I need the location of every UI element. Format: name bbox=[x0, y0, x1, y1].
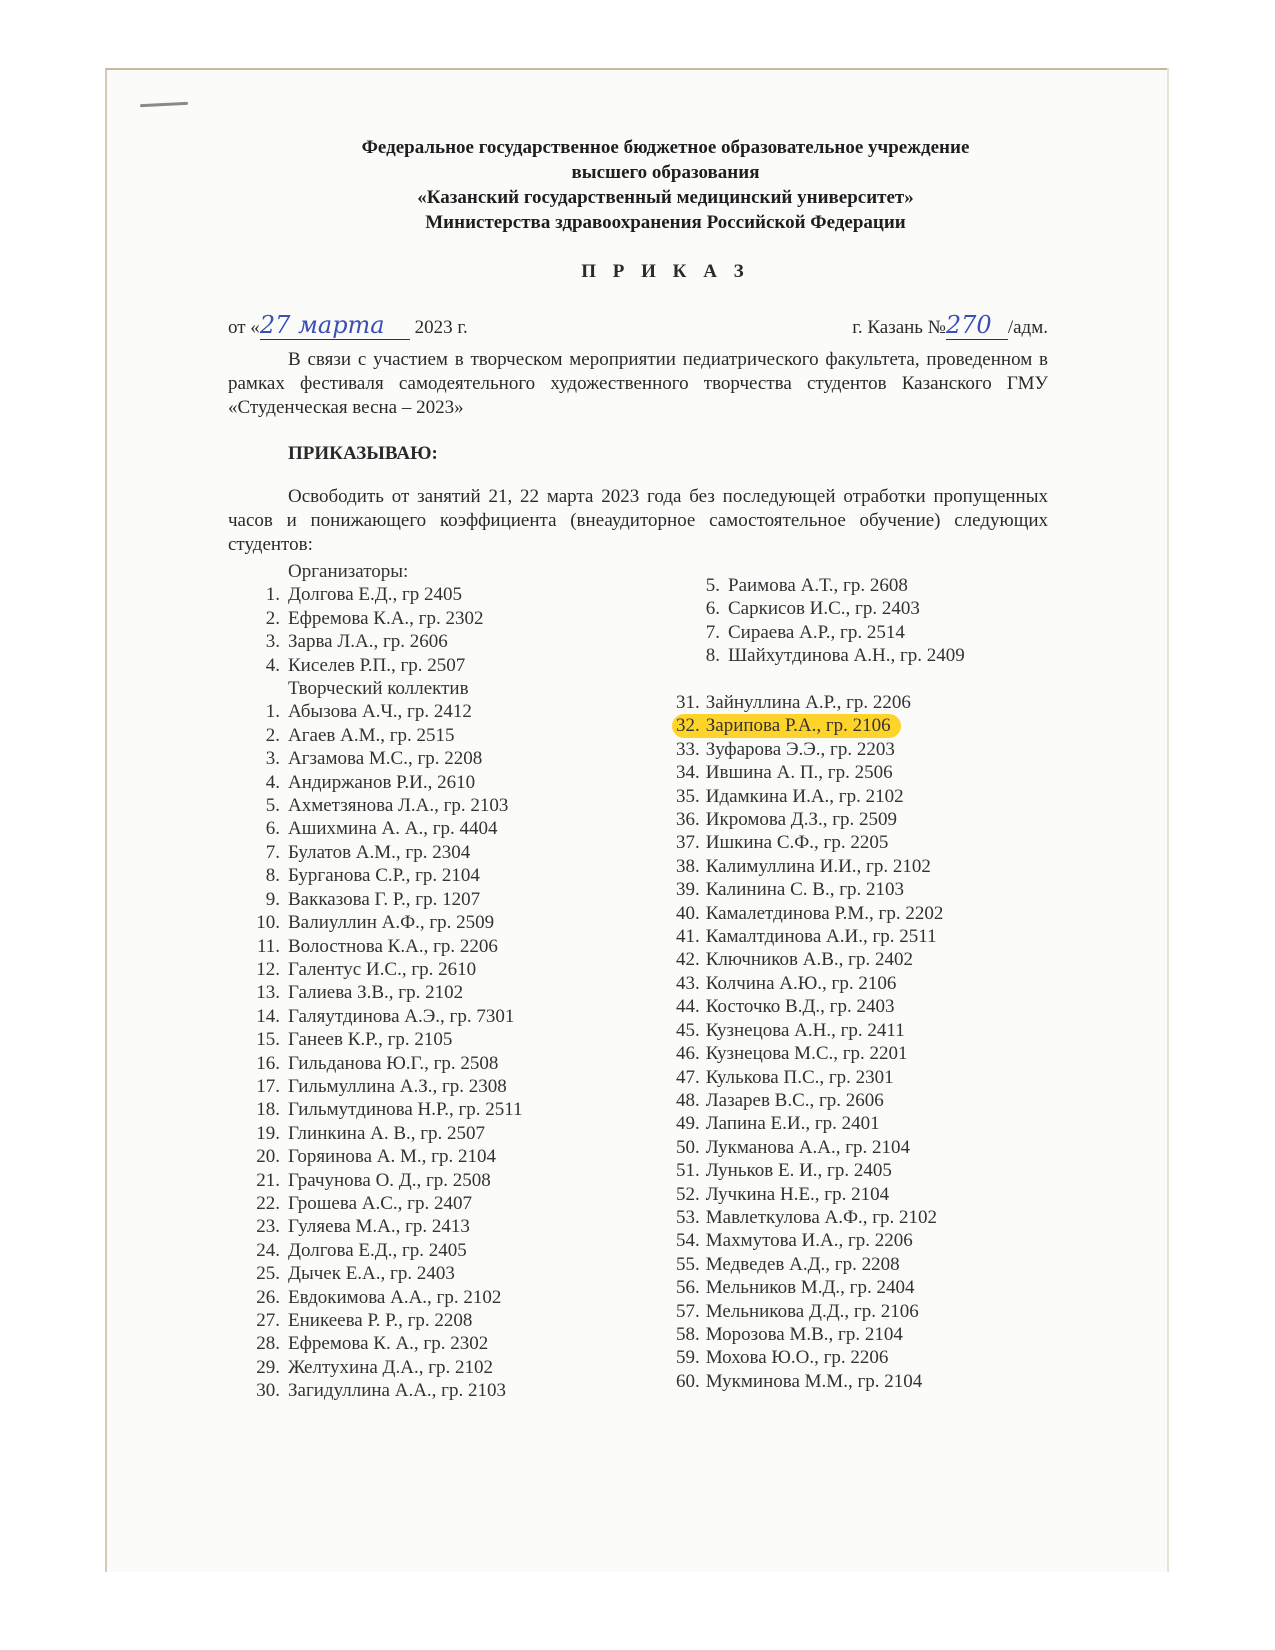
list-item: 34. Ившина А. П., гр. 2506 bbox=[676, 762, 893, 784]
header-line: Федеральное государственное бюджетное образовательное учреждение bbox=[361, 137, 970, 158]
list-item: 55. Медведев А.Д., гр. 2208 bbox=[676, 1253, 900, 1275]
list-item: 45. Кузнецова А.Н., гр. 2411 bbox=[676, 1019, 905, 1041]
list-item: 5. Ахметзянова Л.А., гр. 2103 bbox=[265, 795, 509, 817]
list-item: 46. Кузнецова М.С., гр. 2201 bbox=[676, 1043, 908, 1065]
list-item: 52. Лучкина Н.Е., гр. 2104 bbox=[676, 1183, 890, 1205]
list-item: 13. Галиева З.В., гр. 2102 bbox=[256, 982, 464, 1004]
list-item: 18. Гильмутдинова Н.Р., гр. 2511 bbox=[256, 1099, 523, 1121]
list-item: 21. Грачунова О. Д., гр. 2508 bbox=[256, 1169, 491, 1191]
list-item: 10. Валиуллин А.Ф., гр. 2509 bbox=[256, 912, 495, 934]
list-item: 58. Морозова М.В., гр. 2104 bbox=[676, 1323, 903, 1345]
list-item: 7. Сираева А.Р., гр. 2514 bbox=[705, 621, 905, 643]
list-item: 2. Ефремова К.А., гр. 2302 bbox=[265, 607, 484, 629]
list-item: 22. Грошева А.С., гр. 2407 bbox=[256, 1192, 472, 1214]
list-item: 8. Бурганова С.Р., гр. 2104 bbox=[265, 865, 480, 887]
student-list-left bbox=[236, 560, 656, 1403]
list-item: 36. Икромова Д.З., гр. 2509 bbox=[676, 809, 898, 831]
list-item: 42. Ключников А.В., гр. 2402 bbox=[676, 949, 913, 971]
list-item: 39. Калинина С. В., гр. 2103 bbox=[676, 879, 904, 901]
number-suffix: /адм. bbox=[1007, 317, 1048, 338]
list-item: 28. Ефремова К. А., гр. 2302 bbox=[256, 1333, 489, 1355]
date-prefix: от « bbox=[228, 317, 260, 338]
handwritten-date: 27 марта bbox=[259, 311, 385, 339]
list-item: 50. Лукманова А.А., гр. 2104 bbox=[676, 1136, 911, 1158]
list-item: 56. Мельников М.Д., гр. 2404 bbox=[676, 1277, 915, 1299]
list-item: 4. Киселев Р.П., гр. 2507 bbox=[265, 654, 466, 676]
list-item: 59. Мохова Ю.О., гр. 2206 bbox=[676, 1347, 889, 1369]
list-item: 57. Мельникова Д.Д., гр. 2106 bbox=[676, 1300, 919, 1322]
order-paragraph: Освободить от занятий 21, 22 марта 2023 года без последующей отработки пропущенных часов и понижающего коэффициента (внеаудиторное самостоятельное обучение) следующих студентов: bbox=[228, 486, 1048, 555]
list-item: 2. Агаев А.М., гр. 2515 bbox=[265, 724, 455, 746]
list-item: 27. Еникеева Р. Р., гр. 2208 bbox=[256, 1310, 473, 1331]
list-item: 37. Ишкина С.Ф., гр. 2205 bbox=[676, 832, 889, 854]
city-label: г. Казань № bbox=[852, 317, 946, 338]
header-line: высшего образования bbox=[571, 162, 760, 183]
list-item: 4. Андиржанов Р.И., 2610 bbox=[265, 771, 476, 793]
list-item: 40. Камалетдинова Р.М., гр. 2202 bbox=[676, 902, 944, 924]
list-item: 44. Косточко В.Д., гр. 2403 bbox=[676, 996, 895, 1018]
list-item: 33. Зуфарова Э.Э., гр. 2203 bbox=[676, 738, 895, 760]
list-item: 49. Лапина Е.И., гр. 2401 bbox=[676, 1113, 880, 1135]
date-number-line bbox=[228, 311, 1048, 341]
list-item: 20. Горяинова А. М., гр. 2104 bbox=[256, 1146, 496, 1168]
list-item: 19. Глинкина А. В., гр. 2507 bbox=[256, 1122, 486, 1144]
header-line: Министерства здравоохранения Российской Федерации bbox=[425, 212, 906, 233]
list-item: 38. Калимуллина И.И., гр. 2102 bbox=[676, 855, 931, 877]
list-item: 26. Евдокимова А.А., гр. 2102 bbox=[256, 1286, 502, 1308]
list-item: 6. Ашихмина А. А., гр. 4404 bbox=[265, 818, 498, 840]
order-heading: ПРИКАЗЫВАЮ: bbox=[288, 443, 438, 464]
list-item: 35. Идамкина И.А., гр. 2102 bbox=[676, 785, 904, 807]
list-item: 14. Галяутдинова А.Э., гр. 7301 bbox=[256, 1005, 515, 1027]
list-item: 1. Долгова Е.Д., гр 2405 bbox=[265, 584, 463, 606]
handwritten-number: 270 bbox=[945, 311, 992, 339]
list-item: 15. Ганеев К.Р., гр. 2105 bbox=[256, 1029, 453, 1051]
list-item: 9. Вакказова Г. Р., гр. 1207 bbox=[265, 888, 481, 910]
list-item: 47. Кулькова П.С., гр. 2301 bbox=[676, 1066, 894, 1088]
list-item: 3. Агзамова М.С., гр. 2208 bbox=[265, 748, 483, 770]
highlighter-mark: 32. Зарипова Р.А., гр. 2106 bbox=[672, 714, 901, 737]
list-item: 41. Камалтдинова А.И., гр. 2511 bbox=[676, 926, 937, 948]
list-item: 48. Лазарев В.С., гр. 2606 bbox=[676, 1089, 884, 1111]
list-item: 30. Загидуллина А.А., гр. 2103 bbox=[256, 1380, 506, 1402]
list-item: 6. Саркисов И.С., гр. 2403 bbox=[705, 598, 920, 620]
highlighted-list-item bbox=[676, 714, 1096, 737]
institution-header bbox=[228, 135, 1103, 235]
list-item: 23. Гуляева М.А., гр. 2413 bbox=[256, 1216, 470, 1238]
student-list-right bbox=[676, 574, 1096, 1393]
list-item: 51. Луньков Е. И., гр. 2405 bbox=[676, 1160, 892, 1182]
list-item: 53. Мавлеткулова А.Ф., гр. 2102 bbox=[676, 1206, 938, 1228]
header-line: «Казанский государственный медицинский университет» bbox=[417, 187, 914, 208]
list-item: 1. Абызова А.Ч., гр. 2412 bbox=[265, 701, 472, 723]
organizers-label: Организаторы: bbox=[288, 561, 409, 582]
list-item: 16. Гильданова Ю.Г., гр. 2508 bbox=[256, 1052, 499, 1074]
list-item: 7. Булатов А.М., гр. 2304 bbox=[265, 841, 471, 863]
list-item: 5. Раимова А.Т., гр. 2608 bbox=[705, 575, 908, 596]
list-item: 11. Волостнова К.А., гр. 2206 bbox=[256, 935, 498, 957]
list-item: 17. Гильмуллина А.З., гр. 2308 bbox=[256, 1075, 507, 1097]
list-item: 31. Зайнуллина А.Р., гр. 2206 bbox=[676, 692, 911, 714]
order-date bbox=[228, 311, 468, 340]
order-number bbox=[852, 311, 1048, 340]
list-item: 29. Желтухина Д.А., гр. 2102 bbox=[256, 1356, 494, 1378]
document-title: П Р И К А З bbox=[581, 261, 750, 282]
list-item: 8. Шайхутдинова А.Н., гр. 2409 bbox=[705, 645, 965, 667]
list-item: 43. Колчина А.Ю., гр. 2106 bbox=[676, 972, 897, 994]
list-item: 60. Мукминова М.М., гр. 2104 bbox=[676, 1370, 923, 1392]
list-item: 54. Махмутова И.А., гр. 2206 bbox=[676, 1230, 913, 1252]
list-item: 25. Дычек Е.А., гр. 2403 bbox=[256, 1263, 455, 1285]
list-item: 12. Галентус И.С., гр. 2610 bbox=[256, 958, 477, 980]
preamble-paragraph: В связи с участием в творческом мероприятии педиатрического факультета, проведенном в рамках фестиваля самодеятельного художественного творчества студентов Казанского ГМУ «Студенческая весна – 2023» bbox=[228, 349, 1048, 418]
collective-label: Творческий коллектив bbox=[288, 678, 469, 700]
list-item: 3. Зарва Л.А., гр. 2606 bbox=[265, 631, 448, 653]
list-item: 24. Долгова Е.Д., гр. 2405 bbox=[256, 1239, 467, 1261]
date-year: 2023 г. bbox=[414, 317, 468, 338]
